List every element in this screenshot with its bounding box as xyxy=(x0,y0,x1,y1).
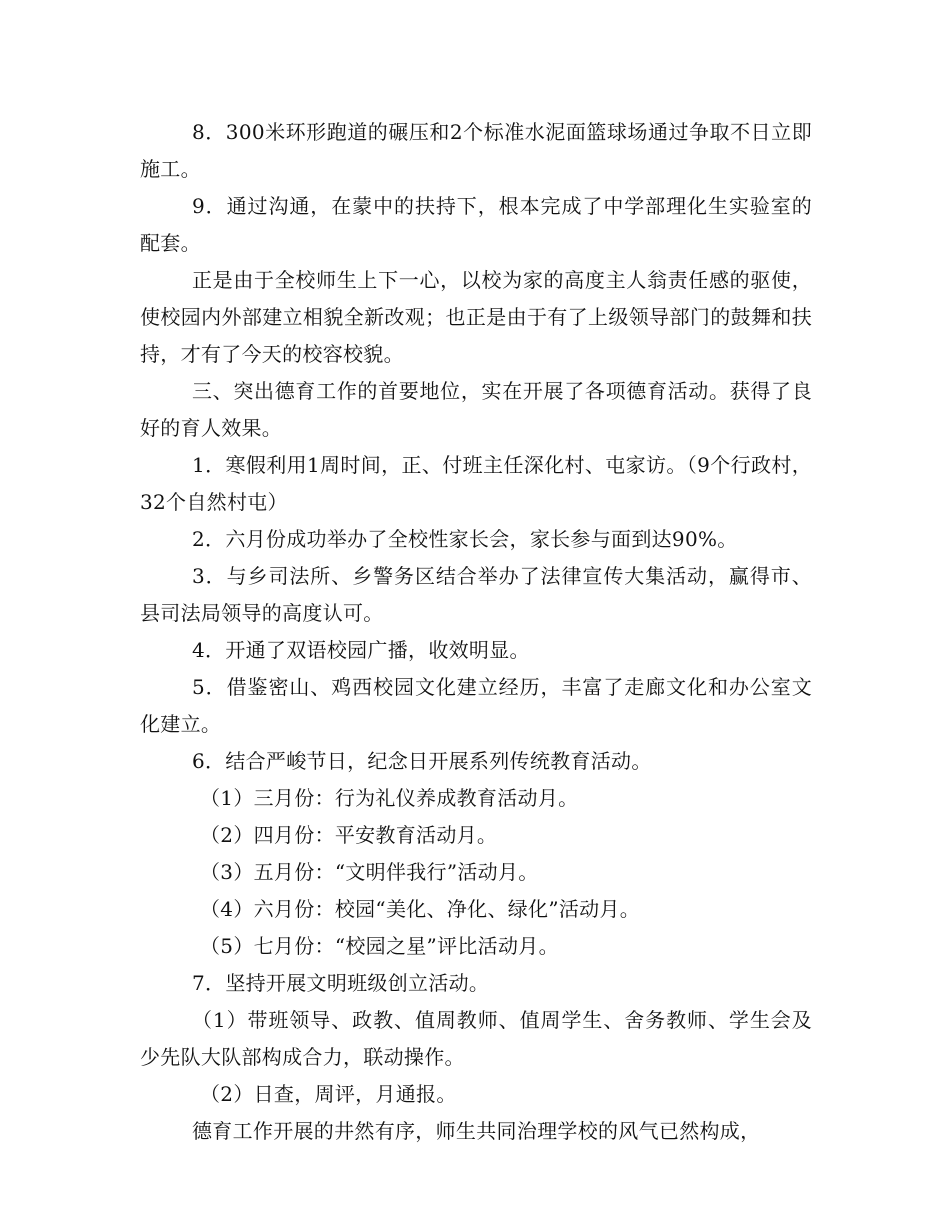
paragraph-item-7: 7．坚持开展文明班级创立活动。 xyxy=(192,971,490,995)
paragraph-item-1: 1．寒假利用1周时间，正、付班主任深化村、屯家访。（9个行政村，32个自然村屯） xyxy=(140,453,812,514)
sub-item-march: （1）三月份：行为礼仪养成教育活动月。 xyxy=(200,786,579,810)
paragraph-summary: 正是由于全校师生上下一心，以校为家的高度主人翁责任感的驱使，使校园内外部建立相貌全新改观；也正是由于有了上级领导部门的鼓舞和扶持，才有了今天的校容校貌。 xyxy=(140,268,812,366)
sub-item-7-2: （2）日查，周评，月通报。 xyxy=(200,1082,457,1106)
sub-item-july: （5）七月份：“校园之星”评比活动月。 xyxy=(200,934,559,958)
paragraph-item-5: 5．借鉴密山、鸡西校园文化建立经历，丰富了走廊文化和办公室文化建立。 xyxy=(140,675,812,736)
paragraph-item-3: 3．与乡司法所、乡警务区结合举办了法律宣传大集活动，赢得市、县司法局领导的高度认可。 xyxy=(140,564,812,625)
sub-item-may: （3）五月份：“文明伴我行”活动月。 xyxy=(200,860,539,884)
sub-item-june: （4）六月份：校园“美化、净化、绿化”活动月。 xyxy=(200,897,641,921)
paragraph-closing: 德育工作开展的井然有序，师生共同治理学校的风气已然构成， xyxy=(192,1119,761,1143)
paragraph-item-6: 6．结合严峻节日，纪念日开展系列传统教育活动。 xyxy=(192,749,652,773)
paragraph-item-2: 2．六月份成功举办了全校性家长会，家长参与面到达90%。 xyxy=(192,527,738,551)
paragraph-item-8: 8．300米环形跑道的碾压和2个标准水泥面篮球场通过争取不日立即施工。 xyxy=(140,120,812,181)
sub-item-7-1: （1）带班领导、政教、值周教师、值周学生、舍务教师、学生会及少先队大队部构成合力，联动操作。 xyxy=(140,1008,812,1069)
sub-item-april: （2）四月份：平安教育活动月。 xyxy=(200,823,498,847)
paragraph-item-9: 9．通过沟通，在蒙中的扶持下，根本完成了中学部理化生实验室的配套。 xyxy=(140,194,812,255)
section-heading-3: 三、突出德育工作的首要地位，实在开展了各项德育活动。获得了良好的育人效果。 xyxy=(140,379,812,440)
paragraph-item-4: 4．开通了双语校园广播，收效明显。 xyxy=(192,638,530,662)
document-body xyxy=(140,114,812,1150)
